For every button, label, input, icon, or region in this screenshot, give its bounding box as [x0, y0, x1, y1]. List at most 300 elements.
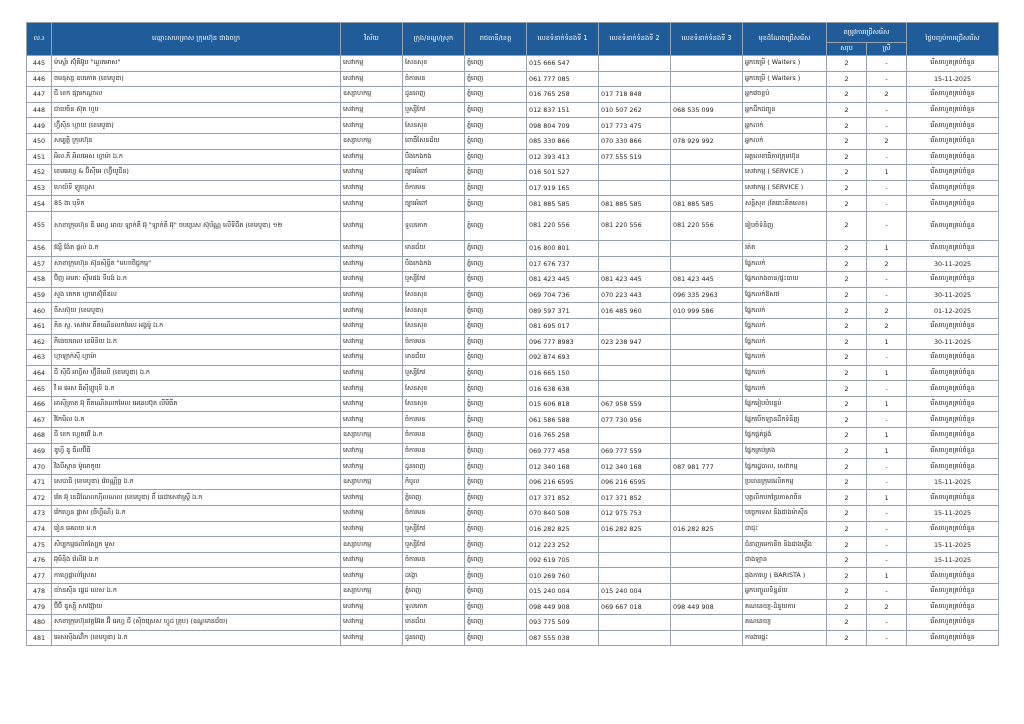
cell-district: ទួលគោក — [403, 599, 465, 615]
table-row — [27, 118, 999, 134]
cell-position: សេវាកម្ម ( SERVICE ) — [743, 165, 827, 181]
cell-phone3 — [671, 615, 743, 631]
cell-deadline: រើសរហូតគ្រប់ចំនួន — [907, 396, 999, 412]
cell-position: ផ្នែករដ្ឋបាល, សេវាកម្ម — [743, 459, 827, 475]
col-header-phone2: លេខទំនាក់ទំនងទី 2 — [599, 23, 671, 56]
cell-need-female: - — [867, 272, 907, 288]
cell-province: ភ្នំពេញ — [465, 599, 527, 615]
cell-need-total: 2 — [827, 211, 867, 240]
cell-phone2: 081 885 585 — [599, 196, 671, 212]
cell-need-female: - — [867, 506, 907, 522]
table-row — [27, 303, 999, 319]
cell-need-female: - — [867, 615, 907, 631]
cell-need-female: 2 — [867, 256, 907, 272]
cell-province: ភ្នំពេញ — [465, 196, 527, 212]
cell-company: ហ្វ៊ីស៊ិន ហ្គាយ (ខេមបូឌា) — [52, 118, 341, 134]
table-row — [27, 537, 999, 553]
cell-company: វិងបឺស្តាន ម៉ូមោកូយ — [52, 459, 341, 475]
cell-no: 477 — [27, 568, 52, 584]
cell-phone1: 092 619 705 — [527, 552, 599, 568]
cell-position: ផ្នែករៀបបំបន្ទប់ — [743, 396, 827, 412]
cell-position: ផ្នែកបើកឡានដឹកទំនិញ — [743, 412, 827, 428]
cell-phone3: 016 282 825 — [671, 521, 743, 537]
cell-sector: សេវាកម្ម — [341, 287, 403, 303]
cell-position: ផ្នែកលក់ — [743, 365, 827, 381]
cell-need-female: 2 — [867, 318, 907, 334]
table-row — [27, 240, 999, 256]
cell-need-female: - — [867, 56, 907, 72]
table-row — [27, 318, 999, 334]
table-row — [27, 490, 999, 506]
cell-need-total: 2 — [827, 256, 867, 272]
cell-province: ភ្នំពេញ — [465, 381, 527, 397]
cell-position: រៀបចំទំនិញ — [743, 211, 827, 240]
col-header-district: ក្រុង/ខណ្ឌ/ស្រុក — [403, 23, 465, 56]
cell-phone2: 070 330 866 — [599, 133, 671, 149]
cell-province: ភ្នំពេញ — [465, 490, 527, 506]
cell-phone1: 012 223 252 — [527, 537, 599, 553]
cell-phone3 — [671, 537, 743, 553]
cell-need-total: 2 — [827, 412, 867, 428]
cell-sector: សេវាកម្ម — [341, 412, 403, 428]
table-row — [27, 165, 999, 181]
cell-phone1: 087 555 038 — [527, 630, 599, 646]
cell-phone3 — [671, 256, 743, 272]
cell-company: អាស៊ីត្រាត អ៊ុ ពិ៍តណើនលកមែល អេនេបប៊ុត លីមីធីត — [52, 396, 341, 412]
cell-province: ភ្នំពេញ — [465, 615, 527, 631]
cell-province: ភ្នំពេញ — [465, 287, 527, 303]
cell-district: ដូនពេញ — [403, 630, 465, 646]
cell-province: ភ្នំពេញ — [465, 256, 527, 272]
table-row — [27, 381, 999, 397]
cell-need-female: - — [867, 287, 907, 303]
cell-deadline: រើសរហូតគ្រប់ចំនួន — [907, 365, 999, 381]
cell-phone1: 012 393 413 — [527, 149, 599, 165]
cell-phone1: 081 695 017 — [527, 318, 599, 334]
cell-province: ភ្នំពេញ — [465, 102, 527, 118]
cell-no: 459 — [27, 287, 52, 303]
cell-district: ច្បារអំពៅ — [403, 165, 465, 181]
cell-province: ភ្នំពេញ — [465, 521, 527, 537]
cell-phone1: 081 220 556 — [527, 211, 599, 240]
cell-position: អ្នកបម្រើ ( Waiters ) — [743, 56, 827, 72]
cell-sector: សេវាកម្ម — [341, 272, 403, 288]
cell-position: គណនេយ្យ-ដំនួយការ — [743, 599, 827, 615]
cell-position: អ្នកបម្រើ ( Waiters ) — [743, 71, 827, 87]
table-row — [27, 459, 999, 475]
cell-sector: សេវាកម្ម — [341, 303, 403, 319]
cell-phone3 — [671, 396, 743, 412]
cell-province: ភ្នំពេញ — [465, 537, 527, 553]
cell-sector: សេវាកម្ម — [341, 118, 403, 134]
cell-company: ខេមអេហ្វ & ប៊ីស៊ីអេ (ហ្វ៊ីយូជីន) — [52, 165, 341, 181]
cell-position: ផ្នែកលក់ — [743, 350, 827, 366]
cell-position: ផ្នែកលក់ឱសថ — [743, 287, 827, 303]
cell-need-total: 2 — [827, 118, 867, 134]
table-row — [27, 149, 999, 165]
cell-need-total: 2 — [827, 568, 867, 584]
cell-no: 470 — [27, 459, 52, 475]
cell-deadline: រើសរហូតគ្រប់ចំនួន — [907, 521, 999, 537]
cell-need-total: 2 — [827, 180, 867, 196]
cell-sector: សេវាកម្ម — [341, 102, 403, 118]
col-header-phone3: លេខទំនាក់ទំនងទី 3 — [671, 23, 743, 56]
cell-company: ប៊ិញ អមតៈ ស៊ីមផង ទីបង់ ឯ.ក — [52, 272, 341, 288]
cell-need-female: 1 — [867, 490, 907, 506]
cell-need-female: 2 — [867, 87, 907, 103]
cell-need-female: 1 — [867, 334, 907, 350]
cell-phone1: 096 777 8983 — [527, 334, 599, 350]
cell-province: ភ្នំពេញ — [465, 506, 527, 522]
cell-phone1: 016 501 527 — [527, 165, 599, 181]
cell-phone2 — [599, 240, 671, 256]
col-header-deadline: ថ្ងៃបញ្ចប់ការជ្រើសរើស — [907, 23, 999, 56]
cell-phone1: 017 919 165 — [527, 180, 599, 196]
cell-province: ភ្នំពេញ — [465, 211, 527, 240]
cell-phone3: 081 423 445 — [671, 272, 743, 288]
table-header — [27, 23, 999, 56]
cell-phone1: 061 586 588 — [527, 412, 599, 428]
cell-phone3 — [671, 584, 743, 600]
cell-position: ជាជុះ — [743, 521, 827, 537]
cell-deadline: រើសរហូតគ្រប់ចំនួន — [907, 490, 999, 506]
cell-deadline: រើសរហូតគ្រប់ចំនួន — [907, 318, 999, 334]
cell-phone3: 096 335 2963 — [671, 287, 743, 303]
cell-company: ហេយ៍ទី ឡូហ្វេស — [52, 180, 341, 196]
cell-position: បុគ្គលិកបកប្រែភាសាចិន — [743, 490, 827, 506]
cell-need-female: - — [867, 180, 907, 196]
cell-position: អ្នកលក់ — [743, 133, 827, 149]
cell-phone3: 087 981 777 — [671, 459, 743, 475]
cell-need-total: 2 — [827, 365, 867, 381]
cell-district: ឬស្សីកែវ — [403, 272, 465, 288]
cell-need-total: 2 — [827, 272, 867, 288]
cell-need-total: 2 — [827, 287, 867, 303]
cell-phone1: 098 449 908 — [527, 599, 599, 615]
cell-phone2 — [599, 428, 671, 444]
cell-no: 463 — [27, 350, 52, 366]
cell-company: ចមនុស្ស ឧបភោគ (ខេមបូឌា) — [52, 71, 341, 87]
cell-position: ជាងឡាន — [743, 552, 827, 568]
cell-phone1: 016 765 258 — [527, 428, 599, 444]
cell-company: រៀន អេពេយ ម.ក — [52, 521, 341, 537]
cell-phone3 — [671, 165, 743, 181]
cell-district: បឹងកេងកង — [403, 149, 465, 165]
cell-company: ភីធេយពេល ខេមិនិយ ឯ.ក — [52, 334, 341, 350]
cell-need-total: 2 — [827, 537, 867, 553]
cell-company: វី អ អេស ធីស៊ីឡូបុទិ ឯ.ក — [52, 381, 341, 397]
cell-district: សែនសុខ — [403, 118, 465, 134]
cell-province: ភ្នំពេញ — [465, 552, 527, 568]
cell-deadline: រើសរហូតគ្រប់ចំនួន — [907, 87, 999, 103]
cell-deadline: រើសរហូតគ្រប់ចំនួន — [907, 443, 999, 459]
cell-phone1: 015 240 004 — [527, 584, 599, 600]
cell-no: 452 — [27, 165, 52, 181]
cell-sector: សេវាកម្ម — [341, 180, 403, 196]
cell-no: 468 — [27, 428, 52, 444]
cell-province: ភ្នំពេញ — [465, 443, 527, 459]
job-listing-sheet — [26, 22, 998, 646]
cell-phone2: 012 975 753 — [599, 506, 671, 522]
col-header-province: រាជធានី/ខេត្ត — [465, 23, 527, 56]
cell-phone1: 061 777 085 — [527, 71, 599, 87]
cell-district: សែនសុខ — [403, 303, 465, 319]
cell-sector: សេវាកម្ម — [341, 334, 403, 350]
cell-province: ភ្នំពេញ — [465, 396, 527, 412]
cell-company: វ៉េត អ៊ុ នេជិណែលហ៊ីលណល (ខេមបូឌា) ពិ៍ នេជាសេវាស្រ្តី ឯ.ក — [52, 490, 341, 506]
cell-position: អ្នកបញ្ចូលទិន្នន័យ — [743, 584, 827, 600]
cell-deadline: 15-11-2025 — [907, 474, 999, 490]
cell-no: 450 — [27, 133, 52, 149]
cell-phone2 — [599, 615, 671, 631]
cell-province: ភ្នំពេញ — [465, 118, 527, 134]
cell-need-female: - — [867, 459, 907, 475]
cell-no: 446 — [27, 71, 52, 87]
cell-district: ដូនពេញ — [403, 459, 465, 475]
cell-district: ឬស្សីកែវ — [403, 537, 465, 553]
cell-position: ផ្នែកលក់ — [743, 303, 827, 319]
cell-sector: ឧស្សាហកម្ម — [341, 584, 403, 600]
cell-sector: ឧស្សាហកម្ម — [341, 537, 403, 553]
cell-deadline: រើសរហូតគ្រប់ចំនួន — [907, 584, 999, 600]
cell-phone2 — [599, 256, 671, 272]
table-row — [27, 211, 999, 240]
col-header-phone1: លេខទំនាក់ទំនងទី 1 — [527, 23, 599, 56]
cell-phone1: 016 665 150 — [527, 365, 599, 381]
cell-phone2: 081 220 556 — [599, 211, 671, 240]
cell-need-total: 2 — [827, 303, 867, 319]
cell-sector: សេវាកម្ម — [341, 490, 403, 506]
cell-district: មានជ័យ — [403, 615, 465, 631]
cell-need-total: 2 — [827, 615, 867, 631]
cell-need-female: 1 — [867, 428, 907, 444]
cell-need-female: - — [867, 584, 907, 600]
cell-phone2 — [599, 350, 671, 366]
cell-phone2 — [599, 630, 671, 646]
cell-no: 449 — [27, 118, 52, 134]
table-row — [27, 256, 999, 272]
table-row — [27, 133, 999, 149]
cell-phone3 — [671, 240, 743, 256]
cell-phone1: 015 606 818 — [527, 396, 599, 412]
cell-phone2: 016 282 825 — [599, 521, 671, 537]
cell-phone2: 067 958 559 — [599, 396, 671, 412]
cell-need-female: - — [867, 350, 907, 366]
table-row — [27, 196, 999, 212]
cell-need-total: 2 — [827, 56, 867, 72]
cell-position: សន្តិសុខ (តែរោះតិតលេខ) — [743, 196, 827, 212]
cell-district: ភ្នំពេញ — [403, 490, 465, 506]
cell-deadline: រើសរហូតគ្រប់ចំនួន — [907, 180, 999, 196]
cell-need-total: 2 — [827, 71, 867, 87]
cell-deadline: រើសរហូតគ្រប់ចំនួន — [907, 165, 999, 181]
cell-need-total: 2 — [827, 196, 867, 212]
table-row — [27, 599, 999, 615]
cell-deadline: រើសរហូតគ្រប់ចំនួន — [907, 56, 999, 72]
cell-need-female: 1 — [867, 396, 907, 412]
cell-no: 478 — [27, 584, 52, 600]
cell-province: ភ្នំពេញ — [465, 180, 527, 196]
cell-position: ផ្នែកលាងចាន/ផ្ទះបាយ — [743, 272, 827, 288]
cell-district: ចំការមន — [403, 334, 465, 350]
cell-phone2: 096 216 6595 — [599, 474, 671, 490]
cell-no: 481 — [27, 630, 52, 646]
cell-phone2: 077 555 519 — [599, 149, 671, 165]
cell-phone2: 010 507 262 — [599, 102, 671, 118]
cell-district: មានជ័យ — [403, 240, 465, 256]
cell-phone3: 068 535 099 — [671, 102, 743, 118]
cell-phone3: 081 885 585 — [671, 196, 743, 212]
cell-sector: សេវាកម្ម — [341, 211, 403, 240]
cell-need-total: 2 — [827, 474, 867, 490]
cell-phone2 — [599, 165, 671, 181]
cell-phone3 — [671, 474, 743, 490]
cell-need-female: - — [867, 412, 907, 428]
cell-phone2: 069 777 559 — [599, 443, 671, 459]
cell-no: 447 — [27, 87, 52, 103]
cell-district: ភ្នំពេញ — [403, 584, 465, 600]
table-row — [27, 521, 999, 537]
cell-no: 445 — [27, 56, 52, 72]
cell-company: កាហ្វេផ្ទាល់ស្រែស — [52, 568, 341, 584]
cell-district: កំបូល — [403, 474, 465, 490]
cell-need-female: - — [867, 149, 907, 165]
cell-province: ភ្នំពេញ — [465, 334, 527, 350]
cell-need-female: 2 — [867, 599, 907, 615]
cell-district: ចំការមន — [403, 412, 465, 428]
cell-deadline: រើសរហូតគ្រប់ចំនួន — [907, 149, 999, 165]
cell-position: ជំនាញមេកានិច និងជាងភ្លើង — [743, 537, 827, 553]
cell-deadline: រើសរហូតគ្រប់ចំនួន — [907, 272, 999, 288]
cell-no: 451 — [27, 149, 52, 165]
cell-position: ប្រធានក្រុមផលិតកម្ម — [743, 474, 827, 490]
cell-need-female: 1 — [867, 240, 907, 256]
cell-need-female: - — [867, 521, 907, 537]
cell-phone2: 015 240 004 — [599, 584, 671, 600]
cell-need-female: 2 — [867, 133, 907, 149]
cell-district: ចំការមន — [403, 180, 465, 196]
cell-position: អគ្គលេខាធិការក្រុមហ៊ុន — [743, 149, 827, 165]
cell-province: ភ្នំពេញ — [465, 71, 527, 87]
job-listing-table — [26, 22, 999, 646]
cell-company: ជី ស៊ីជី អហ្វីស ហ្វ៊ីនីឈើ (ខេមបូឌា) ឯ.ក — [52, 365, 341, 381]
cell-district: ចំការមន — [403, 443, 465, 459]
cell-company: វ៉េកហ្វេន ផ្លាស (ធីហ្គឺណី) ឯ.ក — [52, 506, 341, 522]
cell-phone1: 016 282 825 — [527, 521, 599, 537]
cell-no: 457 — [27, 256, 52, 272]
cell-company: សេបាជិ (ខេមបូឌា) វ៉េពណ្ណិច្ឆ ឯ.ក — [52, 474, 341, 490]
cell-need-total: 2 — [827, 490, 867, 506]
cell-phone3: 078 929 992 — [671, 133, 743, 149]
cell-company: សួង គេកត ហ្វាមាស៊ុំពីឌល — [52, 287, 341, 303]
table-row — [27, 87, 999, 103]
cell-position: ផ្នែកលក់ — [743, 334, 827, 350]
cell-company: យ៉ានស៊ីន ផ្ទេដ លេស ឯ.ក — [52, 584, 341, 600]
cell-need-female: - — [867, 552, 907, 568]
cell-province: ភ្នំពេញ — [465, 630, 527, 646]
col-header-company: ឈ្មោះសហគ្រាស ក្រុមហ៊ុន ជាងចក្រ — [52, 23, 341, 56]
cell-no: 458 — [27, 272, 52, 288]
cell-sector: សេវាកម្ម — [341, 459, 403, 475]
cell-phone2: 077 730 956 — [599, 412, 671, 428]
cell-need-total: 2 — [827, 318, 867, 334]
cell-deadline: 15-11-2025 — [907, 552, 999, 568]
cell-phone1: 016 638 638 — [527, 381, 599, 397]
table-row — [27, 412, 999, 428]
cell-need-total: 2 — [827, 102, 867, 118]
cell-sector: សេវាកម្ម — [341, 256, 403, 272]
cell-sector: សេវាកម្ម — [341, 599, 403, 615]
cell-deadline: រើសរហូតគ្រប់ចំនួន — [907, 381, 999, 397]
cell-phone1: 081 885 585 — [527, 196, 599, 212]
cell-need-female: - — [867, 211, 907, 240]
cell-district: ទួលគោក — [403, 211, 465, 240]
cell-company: អេសស៊ីងណ៊ិក (ខេមបូឌា) ឯ.ក — [52, 630, 341, 646]
cell-no: 448 — [27, 102, 52, 118]
cell-phone1: 012 340 168 — [527, 459, 599, 475]
cell-phone1: 016 765 258 — [527, 87, 599, 103]
cell-district: មានជ័យ — [403, 350, 465, 366]
cell-phone3 — [671, 334, 743, 350]
cell-position: បច្ចេកទេស និងជាងម៉ាស៊ីន — [743, 506, 827, 522]
cell-phone2: 081 423 445 — [599, 272, 671, 288]
cell-position: ផ្នែកផ្គត់ផ្គង់ — [743, 428, 827, 444]
cell-phone1: 010 269 760 — [527, 568, 599, 584]
cell-phone2: 017 718 848 — [599, 87, 671, 103]
cell-need-female: - — [867, 630, 907, 646]
cell-company: វិកែមិល ឯ.ក — [52, 412, 341, 428]
cell-phone1: 093 775 509 — [527, 615, 599, 631]
cell-no: 455 — [27, 211, 52, 240]
cell-sector: សេវាកម្ម — [341, 396, 403, 412]
cell-province: ភ្នំពេញ — [465, 56, 527, 72]
cell-province: ភ្នំពេញ — [465, 365, 527, 381]
cell-province: ភ្នំពេញ — [465, 459, 527, 475]
cell-phone3 — [671, 381, 743, 397]
col-header-need-group: តម្រូវការជ្រើសរើស — [827, 23, 907, 43]
cell-phone2: 016 485 960 — [599, 303, 671, 319]
cell-position: អ្នកវេចខ្ចប់ — [743, 87, 827, 103]
cell-phone2: 069 667 018 — [599, 599, 671, 615]
cell-need-total: 2 — [827, 381, 867, 397]
cell-need-female: 2 — [867, 303, 907, 319]
cell-no: 474 — [27, 521, 52, 537]
cell-sector: សេវាកម្ម — [341, 443, 403, 459]
cell-phone2: 070 223 443 — [599, 287, 671, 303]
cell-need-total: 2 — [827, 165, 867, 181]
cell-district: សែនសុខ — [403, 396, 465, 412]
cell-phone3 — [671, 428, 743, 444]
cell-district: ឬស្សីកែវ — [403, 102, 465, 118]
cell-sector: សេវាកម្ម — [341, 71, 403, 87]
cell-sector: សេវាកម្ម — [341, 165, 403, 181]
cell-district: ចំការមន — [403, 71, 465, 87]
cell-company: សាខាក្រុមហ៊ុន ឌី អេហ្វ អាយ ឡាក់គី អ៊ុ "ឡាក់គី អ៊ុ" ចបប្រេស ស៊ុប័ណ្ណ លើទីជីត (ខេមបូឌា) ១២ — [52, 211, 341, 240]
cell-need-total: 2 — [827, 87, 867, 103]
cell-district: ដូនពេញ — [403, 87, 465, 103]
cell-need-total: 2 — [827, 584, 867, 600]
cell-phone3 — [671, 149, 743, 165]
cell-province: ភ្នំពេញ — [465, 240, 527, 256]
cell-deadline: រើសរហូតគ្រប់ចំនួន — [907, 459, 999, 475]
cell-no: 462 — [27, 334, 52, 350]
cell-deadline: 30-11-2025 — [907, 334, 999, 350]
cell-no: 469 — [27, 443, 52, 459]
cell-need-female: - — [867, 474, 907, 490]
col-header-no: ល.រ — [27, 23, 52, 56]
cell-no: 471 — [27, 474, 52, 490]
cell-district: សែនសុខ — [403, 381, 465, 397]
